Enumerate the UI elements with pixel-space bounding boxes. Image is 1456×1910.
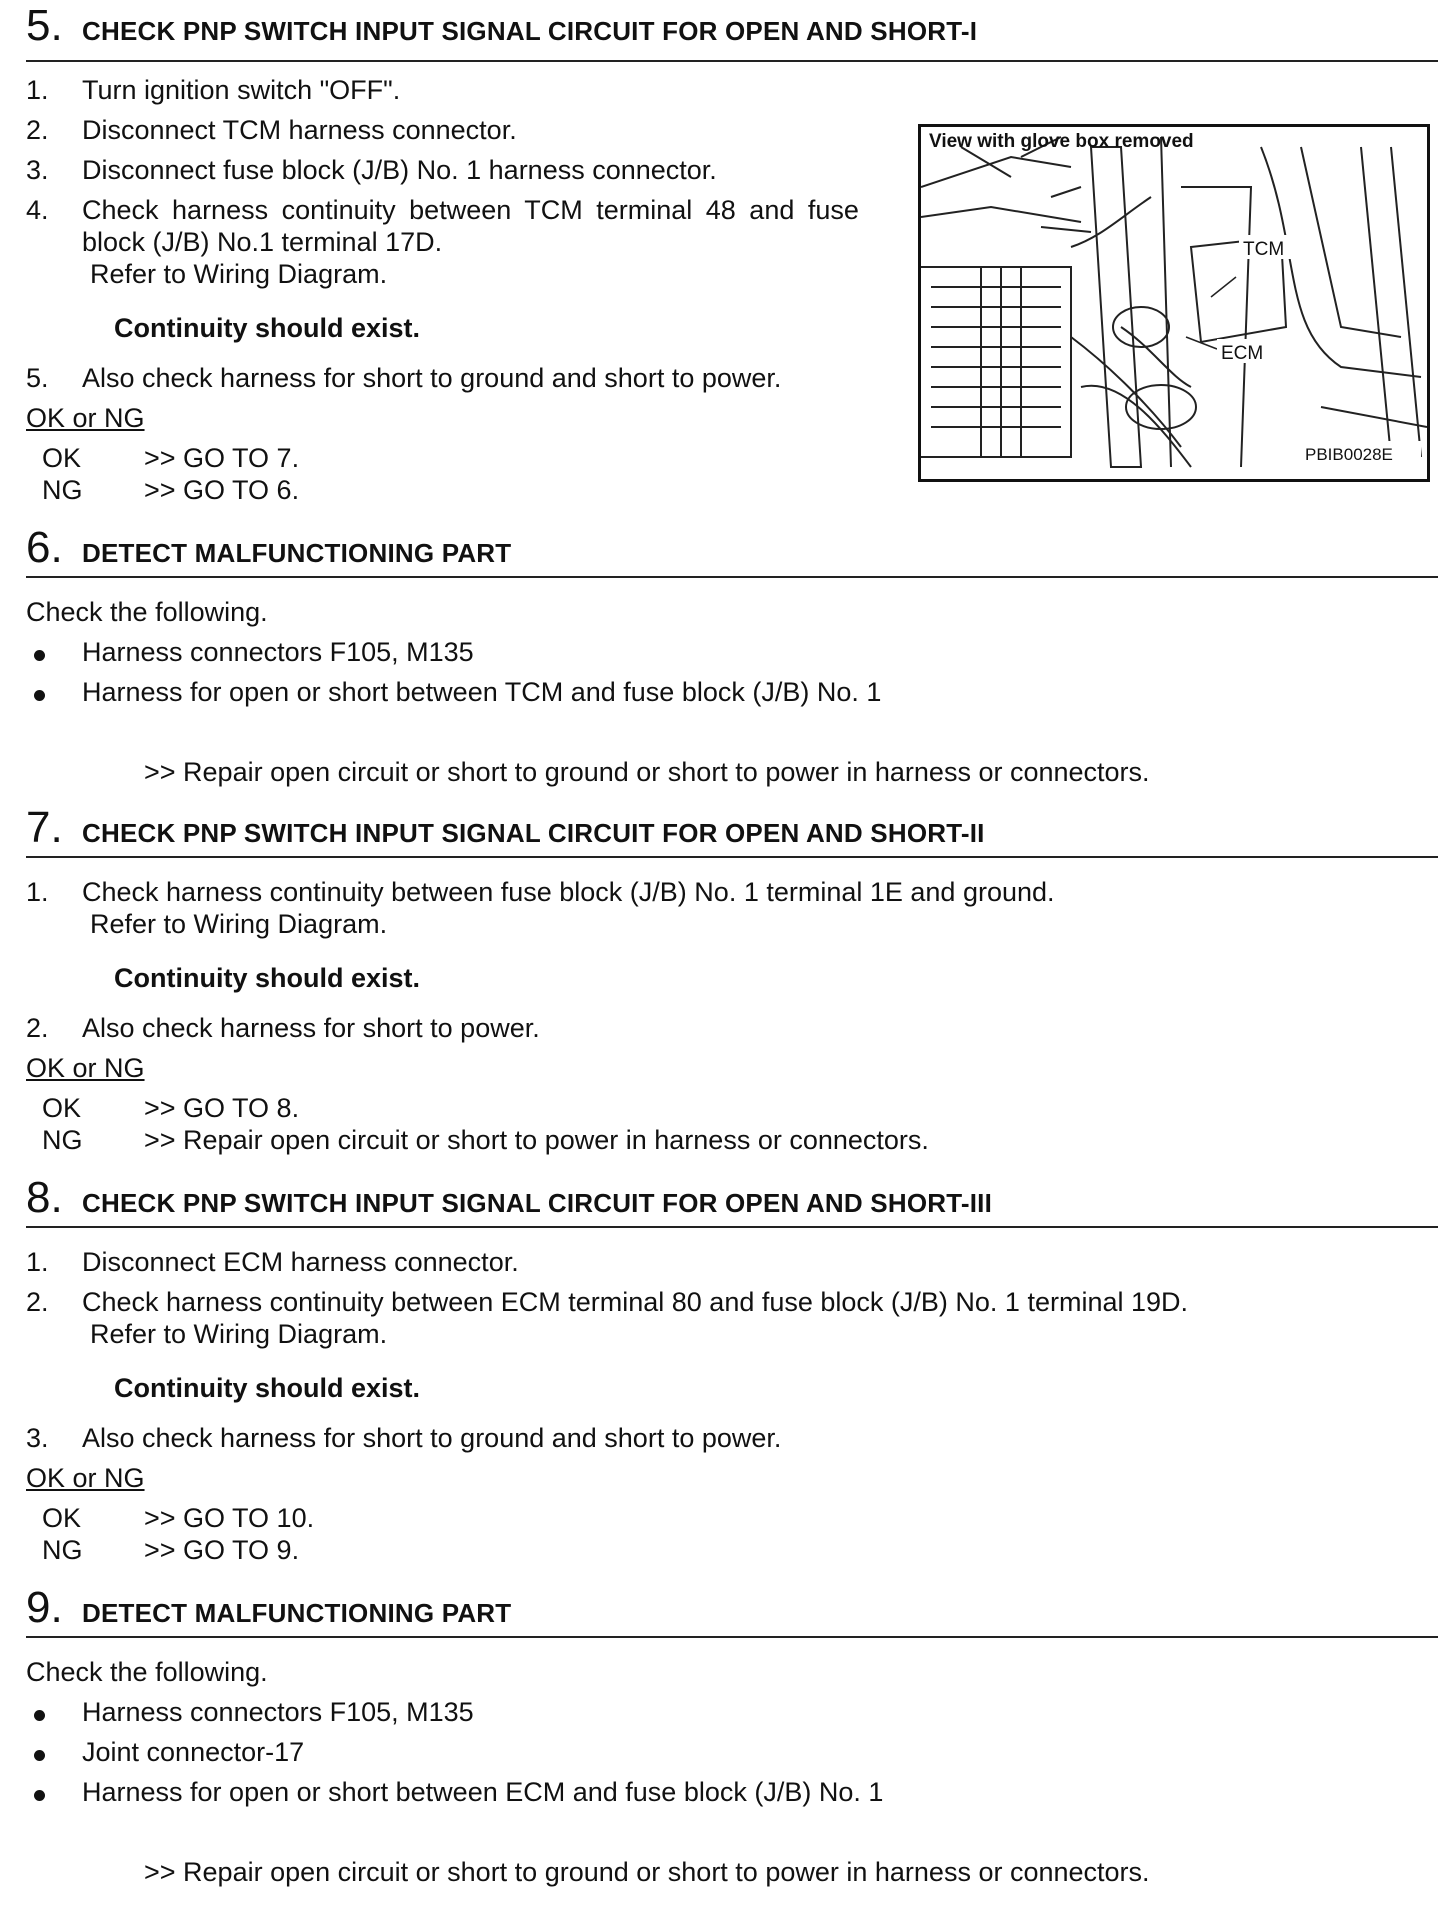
spec-text: Continuity should exist. <box>114 1373 421 1403</box>
section-5-header <box>26 0 1438 62</box>
step-text: Disconnect ECM harness connector. <box>82 1247 519 1277</box>
step-text-cont: Refer to Wiring Diagram. <box>90 909 388 939</box>
section-title: DETECT MALFUNCTIONING PART <box>82 1598 512 1628</box>
ok-key: OK <box>42 1093 82 1123</box>
check-item: Joint connector-17 <box>82 1737 305 1767</box>
step-text: Check harness continuity between TCM terminal 48 and fuse <box>82 195 859 225</box>
step-num: 2. <box>26 1287 49 1317</box>
check-item: Harness connectors F105, M135 <box>82 1697 474 1727</box>
spec-text: Continuity should exist. <box>114 313 421 343</box>
step-num: 2. <box>26 115 49 145</box>
step-number: 5. <box>26 1 63 50</box>
step-text: Check harness continuity between ECM terminal 80 and fuse block (J/B) No. 1 terminal 19D. <box>82 1287 1189 1317</box>
ok-result: >> GO TO 7. <box>144 443 300 473</box>
step-text: Also check harness for short to power. <box>82 1013 540 1043</box>
step-number: 7. <box>26 803 63 852</box>
section-7-header <box>26 804 1438 858</box>
ng-result: >> Repair open circuit or short to power in harness or connectors. <box>144 1125 929 1155</box>
section-6 <box>26 524 1438 578</box>
step-text: Check harness continuity between fuse block (J/B) No. 1 terminal 1E and ground. <box>82 877 1055 907</box>
section-8-header <box>26 1174 1438 1228</box>
section-9-header <box>26 1584 1438 1638</box>
check-intro: Check the following. <box>26 597 268 627</box>
step-number: 6. <box>26 523 63 572</box>
check-item: Harness for open or short between TCM and fuse block (J/B) No. 1 <box>82 677 882 707</box>
ng-key: NG <box>42 1535 83 1565</box>
step-num: 4. <box>26 195 49 225</box>
section-9 <box>26 1584 1438 1638</box>
step-number: 8. <box>26 1173 63 1222</box>
step-num: 3. <box>26 155 49 185</box>
ecm-label: ECM <box>1221 343 1264 364</box>
section-5 <box>26 0 1438 62</box>
ng-result: >> GO TO 6. <box>144 475 300 505</box>
ok-or-ng-label: OK or NG <box>26 403 145 433</box>
step-text-cont: Refer to Wiring Diagram. <box>90 1319 388 1349</box>
step-num: 3. <box>26 1423 49 1453</box>
step-num: 1. <box>26 877 49 907</box>
bullet-icon <box>34 690 45 701</box>
tcm-label: TCM <box>1243 239 1285 260</box>
step-text: Disconnect fuse block (J/B) No. 1 harness connector. <box>82 155 717 185</box>
ecm-tcm-location-illustration <box>921 127 1427 479</box>
figure-caption: View with glove box removed <box>929 131 1194 152</box>
step-num: 5. <box>26 363 49 393</box>
ok-key: OK <box>42 1503 82 1533</box>
step-text: Also check harness for short to ground and short to power. <box>82 363 782 393</box>
step-number: 9. <box>26 1583 63 1632</box>
ok-or-ng-label: OK or NG <box>26 1463 145 1493</box>
check-item: Harness connectors F105, M135 <box>82 637 474 667</box>
ng-key: NG <box>42 475 83 505</box>
bullet-icon <box>34 1790 45 1801</box>
ok-result: >> GO TO 8. <box>144 1093 300 1123</box>
section-7 <box>26 804 1438 858</box>
section-title: CHECK PNP SWITCH INPUT SIGNAL CIRCUIT FOR OPEN AND SHORT-II <box>82 818 985 848</box>
bullet-icon <box>34 1750 45 1761</box>
step-text-cont: block (J/B) No.1 terminal 17D. <box>82 227 443 257</box>
figure-code: PBIB0028E <box>1305 445 1393 464</box>
step-text: Also check harness for short to ground and short to power. <box>82 1423 782 1453</box>
section-8 <box>26 1174 1438 1228</box>
section-6-header <box>26 524 1438 578</box>
check-item: Harness for open or short between ECM and fuse block (J/B) No. 1 <box>82 1777 884 1807</box>
ng-key: NG <box>42 1125 83 1155</box>
repair-action: >> Repair open circuit or short to ground or short to power in harness or connectors. <box>144 757 1150 787</box>
step-text-cont: Refer to Wiring Diagram. <box>90 259 388 289</box>
ok-result: >> GO TO 10. <box>144 1503 315 1533</box>
repair-action: >> Repair open circuit or short to ground or short to power in harness or connectors. <box>144 1857 1150 1887</box>
ok-key: OK <box>42 443 82 473</box>
section-title: DETECT MALFUNCTIONING PART <box>82 538 512 568</box>
section-title: CHECK PNP SWITCH INPUT SIGNAL CIRCUIT FOR OPEN AND SHORT-I <box>82 16 978 46</box>
bullet-icon <box>34 1710 45 1721</box>
bullet-icon <box>34 650 45 661</box>
step-text: Turn ignition switch "OFF". <box>82 75 401 105</box>
ng-result: >> GO TO 9. <box>144 1535 300 1565</box>
spec-text: Continuity should exist. <box>114 963 421 993</box>
step-num: 1. <box>26 75 49 105</box>
step-num: 1. <box>26 1247 49 1277</box>
check-intro: Check the following. <box>26 1657 268 1687</box>
ok-or-ng-label: OK or NG <box>26 1053 145 1083</box>
step-num: 2. <box>26 1013 49 1043</box>
step-text: Disconnect TCM harness connector. <box>82 115 517 145</box>
section-title: CHECK PNP SWITCH INPUT SIGNAL CIRCUIT FOR OPEN AND SHORT-III <box>82 1188 993 1218</box>
glove-box-figure <box>918 124 1430 482</box>
